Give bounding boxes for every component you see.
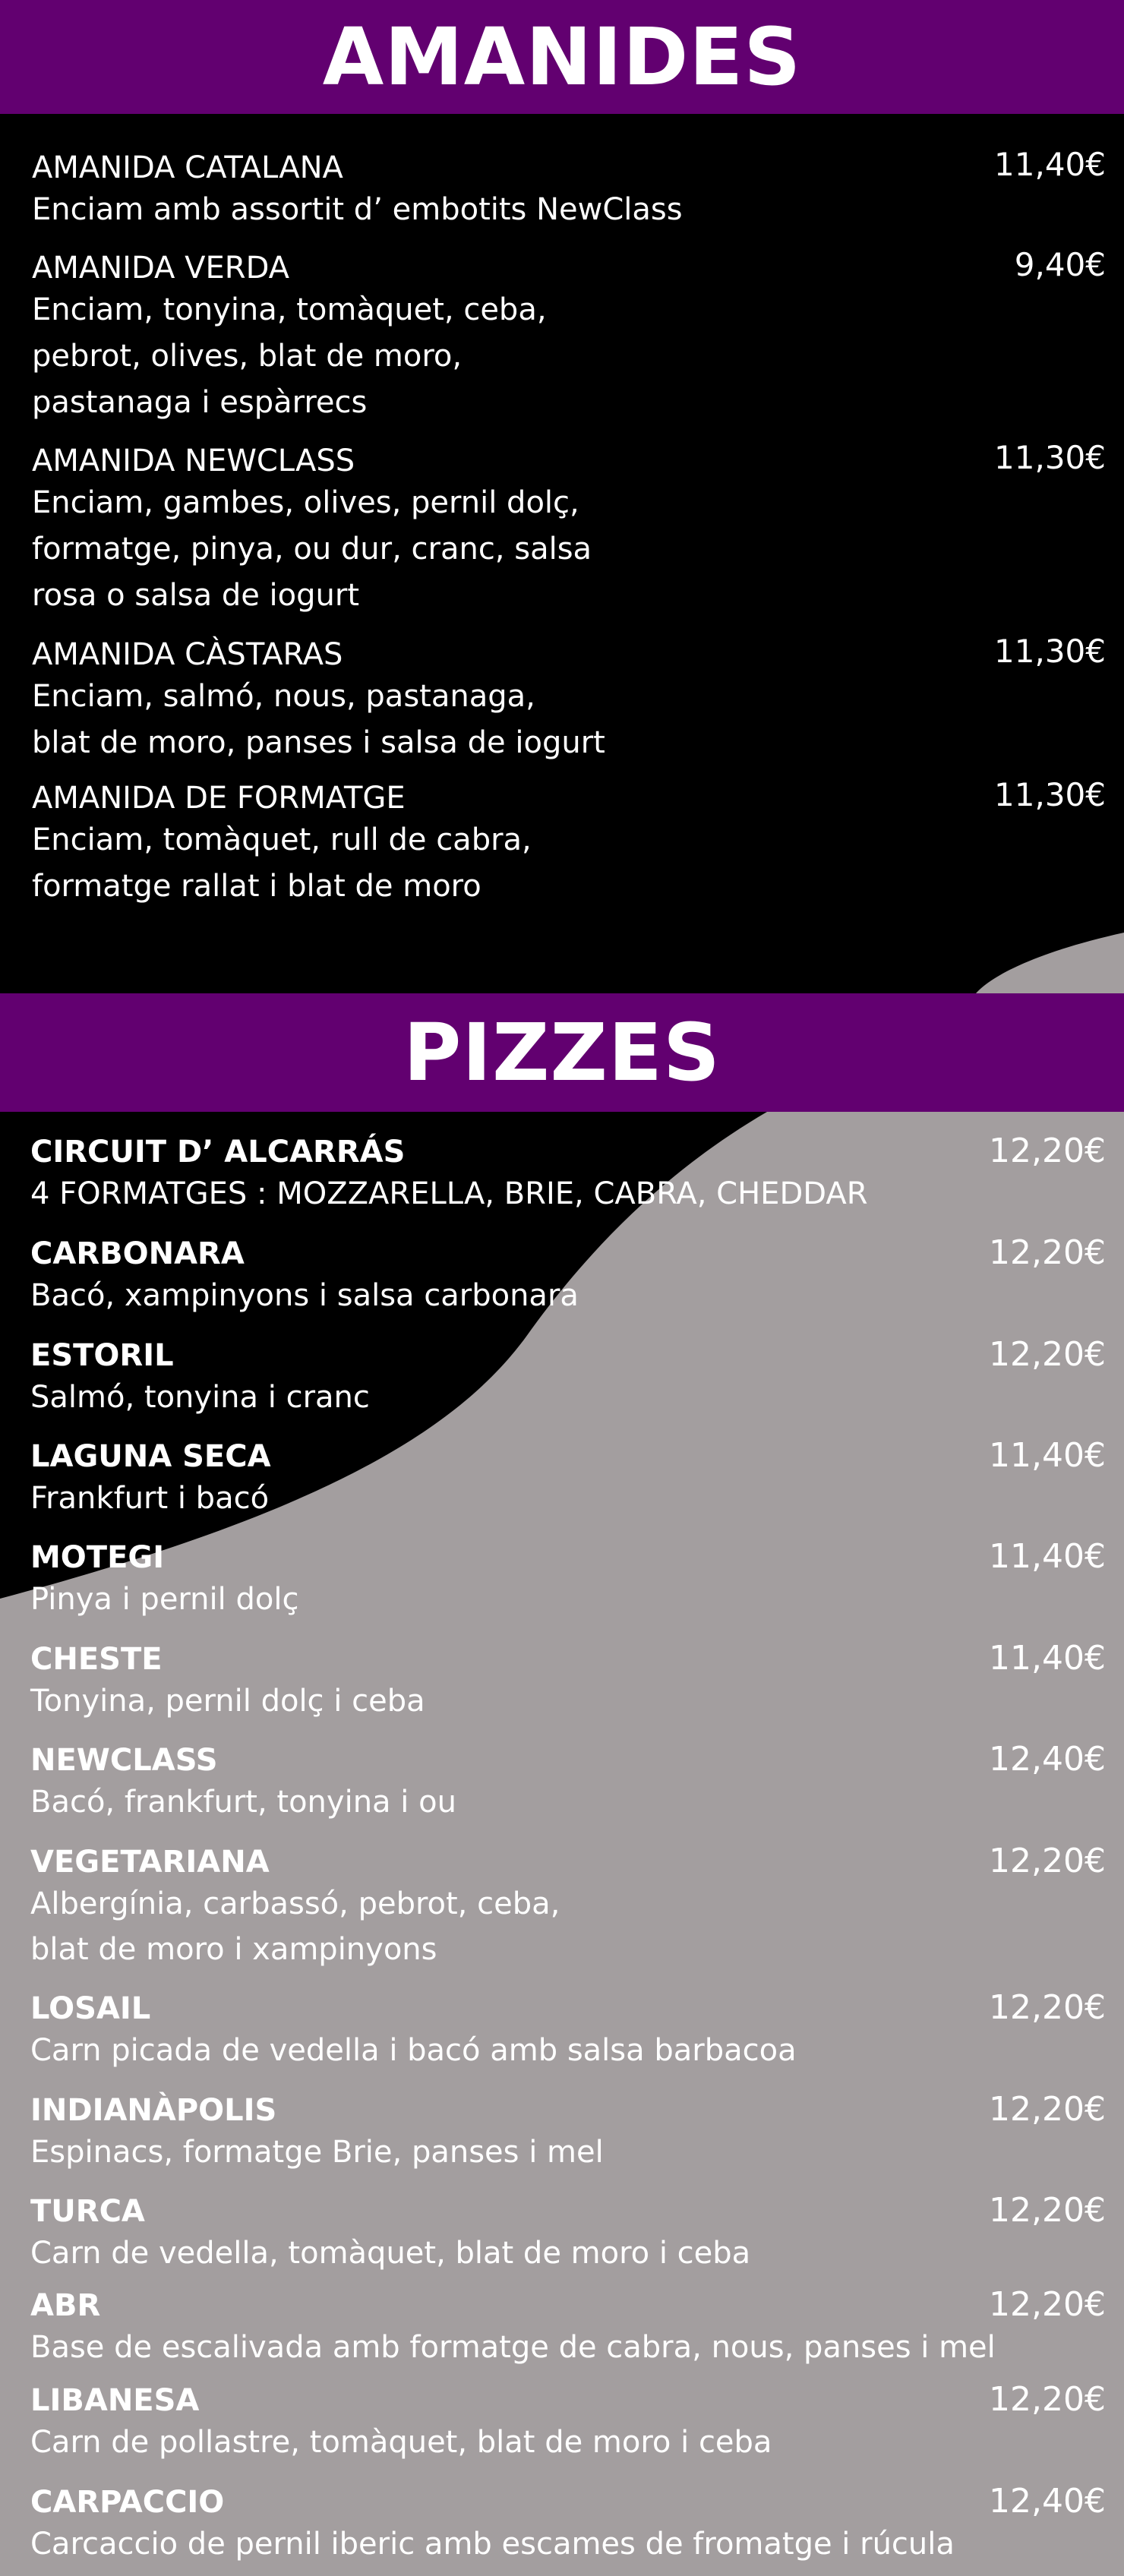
item-name: AMANIDA NEWCLASS	[32, 444, 355, 478]
item-price: 11,40€	[989, 1639, 1106, 1678]
item-price: 12,20€	[989, 2090, 1106, 2129]
item-description: Bacó, frankfurt, tonyina i ou	[30, 1785, 456, 1820]
item-description: Albergínia, carbassó, pebrot, ceba, blat de moro i xampinyons	[30, 1886, 560, 1967]
item-name: AMANIDA CÀSTARAS	[32, 637, 343, 672]
item-name: LOSAIL	[30, 1991, 151, 2026]
item-name: ESTORIL	[30, 1338, 174, 1373]
item-name: CARBONARA	[30, 1236, 245, 1271]
item-price: 12,20€	[989, 1335, 1106, 1374]
item-name: TURCA	[30, 2194, 145, 2229]
item-name: LIBANESA	[30, 2383, 200, 2418]
item-price: 11,30€	[994, 776, 1106, 813]
item-price: 12,20€	[989, 1842, 1106, 1880]
item-description: Enciam amb assortit d’ embotits NewClass	[32, 192, 683, 227]
item-price: 11,40€	[989, 1537, 1106, 1576]
item-description: Tonyina, pernil dolç i ceba	[30, 1684, 425, 1719]
item-price: 12,20€	[989, 2380, 1106, 2419]
item-description: Carn picada de vedella i bacó amb salsa barbacoa	[30, 2033, 797, 2068]
item-name: CHESTE	[30, 1642, 163, 1677]
item-description: Enciam, salmó, nous, pastanaga, blat de moro, panses i salsa de iogurt	[32, 679, 605, 760]
amanides-title: AMANIDES	[322, 11, 802, 103]
item-name: CIRCUIT D’ ALCARRÁS	[30, 1135, 406, 1170]
item-description: Enciam, tonyina, tomàquet, ceba, pebrot, olives, blat de moro, pastanaga i espàrrecs	[32, 292, 547, 420]
item-description: Bacó, xampinyons i salsa carbonara	[30, 1278, 579, 1313]
item-price: 11,40€	[994, 146, 1106, 183]
item-description: Carn de pollastre, tomàquet, blat de moro i ceba	[30, 2425, 772, 2460]
item-description: Base de escalivada amb formatge de cabra, nous, panses i mel	[30, 2330, 996, 2365]
item-name: AMANIDA CATALANA	[32, 150, 343, 185]
item-name: AMANIDA VERDA	[32, 251, 290, 286]
pizzes-title: PIZZES	[403, 1006, 721, 1099]
item-price: 12,40€	[989, 2482, 1106, 2521]
item-name: MOTEGI	[30, 1540, 165, 1575]
item-name: LAGUNA SECA	[30, 1439, 271, 1474]
item-price: 12,20€	[989, 1132, 1106, 1170]
item-description: Carcaccio de pernil iberic amb escames de fromatge i rúcula	[30, 2527, 955, 2562]
item-name: ABR	[30, 2288, 101, 2323]
item-description: Enciam, tomàquet, rull de cabra, formatge rallat i blat de moro	[32, 822, 532, 904]
item-name: CARPACCIO	[30, 2485, 225, 2520]
item-price: 11,40€	[989, 1436, 1106, 1475]
item-description: Carn de vedella, tomàquet, blat de moro i ceba	[30, 2236, 751, 2271]
item-description: Espinacs, formatge Brie, panses i mel	[30, 2135, 604, 2170]
item-description: Pinya i pernil dolç	[30, 1582, 299, 1617]
item-name: AMANIDA DE FORMATGE	[32, 781, 406, 816]
item-price: 12,20€	[989, 1988, 1106, 2027]
item-price: 11,30€	[994, 633, 1106, 670]
item-price: 12,40€	[989, 1740, 1106, 1779]
item-price: 9,40€	[1014, 246, 1106, 283]
item-description: 4 FORMATGES : MOZZARELLA, BRIE, CABRA, CHEDDAR	[30, 1176, 868, 1211]
item-description: Frankfurt i bacó	[30, 1481, 270, 1516]
item-description: Enciam, gambes, olives, pernil dolç, formatge, pinya, ou dur, cranc, salsa rosa o salsa de iogurt	[32, 485, 592, 613]
item-name: VEGETARIANA	[30, 1845, 270, 1880]
item-price: 12,20€	[989, 1233, 1106, 1272]
item-name: NEWCLASS	[30, 1743, 218, 1778]
item-name: INDIANÀPOLIS	[30, 2093, 277, 2128]
item-price: 12,20€	[989, 2191, 1106, 2230]
item-price: 11,30€	[994, 439, 1106, 476]
item-price: 12,20€	[989, 2285, 1106, 2324]
item-description: Salmó, tonyina i cranc	[30, 1380, 370, 1415]
